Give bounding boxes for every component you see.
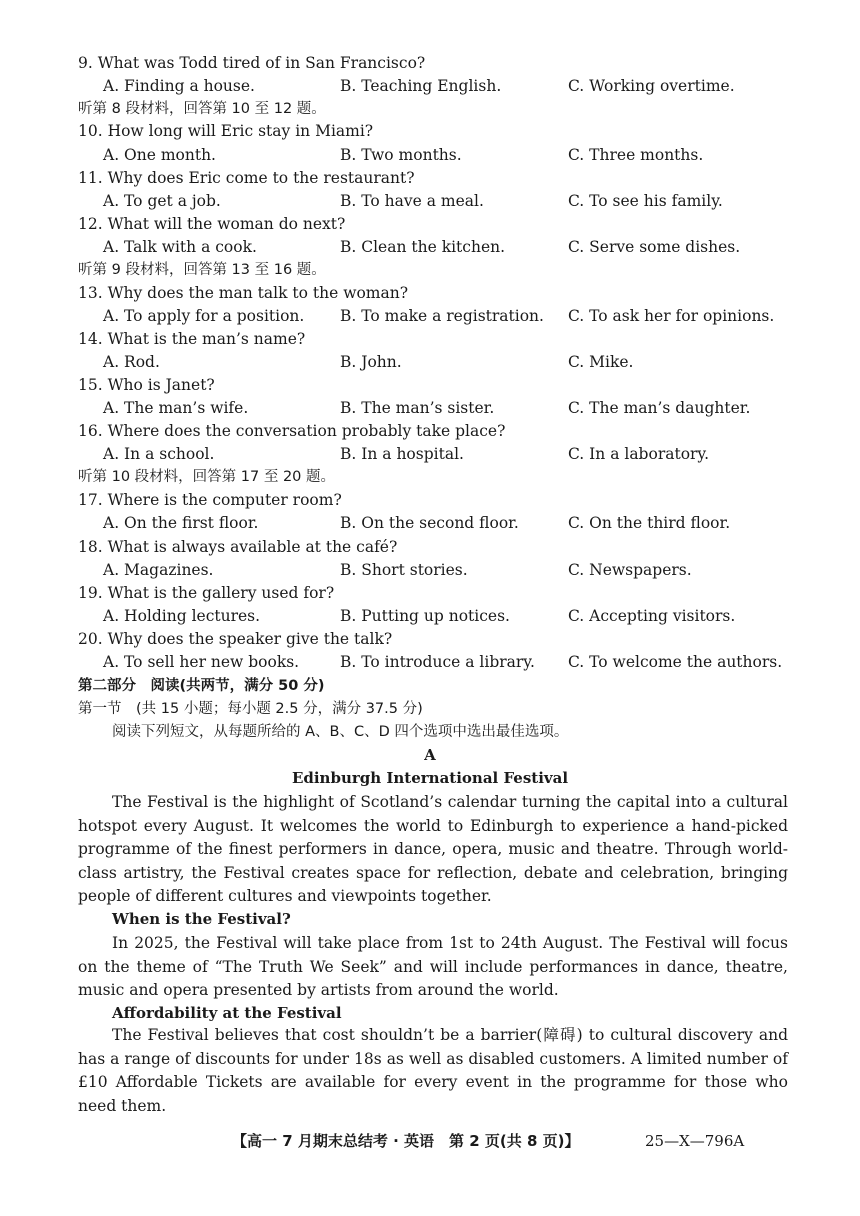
option-c: C. Mike. [568,353,634,371]
option-c: C. In a laboratory. [568,445,710,463]
question-stem: 12. What will the woman do next? [78,215,346,233]
section-title: 第一节 (共 15 小题；每小题 2.5 分，满分 37.5 分) [78,701,423,717]
option-b: B. Clean the kitchen. [340,238,506,256]
reading-instruction: 阅读下列短文，从每题所给的 A、B、C、D 四个选项中选出最佳选项。 [112,724,569,740]
question-stem: 11. Why does Eric come to the restaurant? [78,169,415,187]
option-a: A. Talk with a cook. [103,238,257,256]
question-stem: 18. What is always available at the café? [78,538,398,556]
option-b: B. Two months. [340,146,462,164]
option-c: C. To see his family. [568,192,723,210]
option-a: A. In a school. [103,445,215,463]
passage-letter: A [424,746,436,764]
option-c: C. Accepting visitors. [568,607,736,625]
option-a: A. Rod. [103,353,160,371]
option-a: A. One month. [103,146,216,164]
question-stem: 17. Where is the computer room? [78,491,342,509]
option-c: C. Working overtime. [568,77,735,95]
option-a: A. Finding a house. [103,77,255,95]
option-a: A. To get a job. [103,192,221,210]
option-b: B. Putting up notices. [340,607,510,625]
option-b: B. The man’s sister. [340,399,495,417]
option-a: A. On the first floor. [103,514,259,532]
paragraph-text: The Festival is the highlight of Scotland’s calendar turning the capital into a cultural hotspot every August. It welcomes the world to Edinburgh to experience a hand-picked programme of the finest performers in dance, opera, music and theatre. Through world-class artistry, the Festival creates space for reflection, debate and celebration, bringing people of different cultures and viewpoints together. [78,793,788,905]
option-a: A. The man’s wife. [103,399,249,417]
question-stem: 16. Where does the conversation probably take place? [78,422,506,440]
part-title: 第二部分 阅读(共两节，满分 50 分) [78,678,325,694]
question-stem: 20. Why does the speaker give the talk? [78,630,393,648]
option-a: A. To sell her new books. [103,653,300,671]
option-a: A. Magazines. [103,561,214,579]
section-instruction: 听第 8 段材料，回答第 10 至 12 题。 [78,101,326,117]
option-c: C. Newspapers. [568,561,692,579]
passage-subheading: When is the Festival? [112,910,291,928]
passage-subheading: Affordability at the Festival [112,1004,342,1022]
page-footer: 【高一 7 月期末总结考 · 英语 第 2 页(共 8 页)】 [232,1132,580,1150]
option-b: B. To have a meal. [340,192,484,210]
option-c: C. To ask her for opinions. [568,307,775,325]
question-stem: 14. What is the man’s name? [78,330,306,348]
option-a: A. To apply for a position. [103,307,305,325]
option-b: B. On the second floor. [340,514,519,532]
question-stem: 10. How long will Eric stay in Miami? [78,122,374,140]
question-stem: 13. Why does the man talk to the woman? [78,284,409,302]
passage-title: Edinburgh International Festival [291,769,569,787]
passage-paragraph [78,932,788,1003]
passage-paragraph [78,791,788,909]
question-stem: 9. What was Todd tired of in San Francisco? [78,54,426,72]
question-stem: 19. What is the gallery used for? [78,584,335,602]
option-b: B. To make a registration. [340,307,544,325]
option-c: C. Three months. [568,146,704,164]
passage-paragraph [78,1024,788,1118]
exam-code: 25—X—796A [645,1132,745,1150]
paragraph-text: The Festival believes that cost shouldn’t be a barrier(障碍) to cultural discovery and has a range of discounts for under 18s as well as disabled customers. A limited number of £10 Affordable Tickets are available for every event in the programme for those who need them. [78,1026,788,1115]
question-stem: 15. Who is Janet? [78,376,215,394]
option-c: C. The man’s daughter. [568,399,751,417]
option-c: C. To welcome the authors. [568,653,783,671]
option-b: B. Teaching English. [340,77,502,95]
option-b: B. To introduce a library. [340,653,535,671]
option-a: A. Holding lectures. [103,607,261,625]
section-instruction: 听第 10 段材料，回答第 17 至 20 题。 [78,469,336,485]
section-instruction: 听第 9 段材料，回答第 13 至 16 题。 [78,262,326,278]
option-b: B. Short stories. [340,561,468,579]
option-c: C. On the third floor. [568,514,731,532]
option-c: C. Serve some dishes. [568,238,741,256]
option-b: B. John. [340,353,402,371]
paragraph-text: In 2025, the Festival will take place from 1st to 24th August. The Festival will focus on the theme of “The Truth We Seek” and will include performances in dance, theatre, music and opera presented by artists from around the world. [78,934,788,999]
option-b: B. In a hospital. [340,445,464,463]
